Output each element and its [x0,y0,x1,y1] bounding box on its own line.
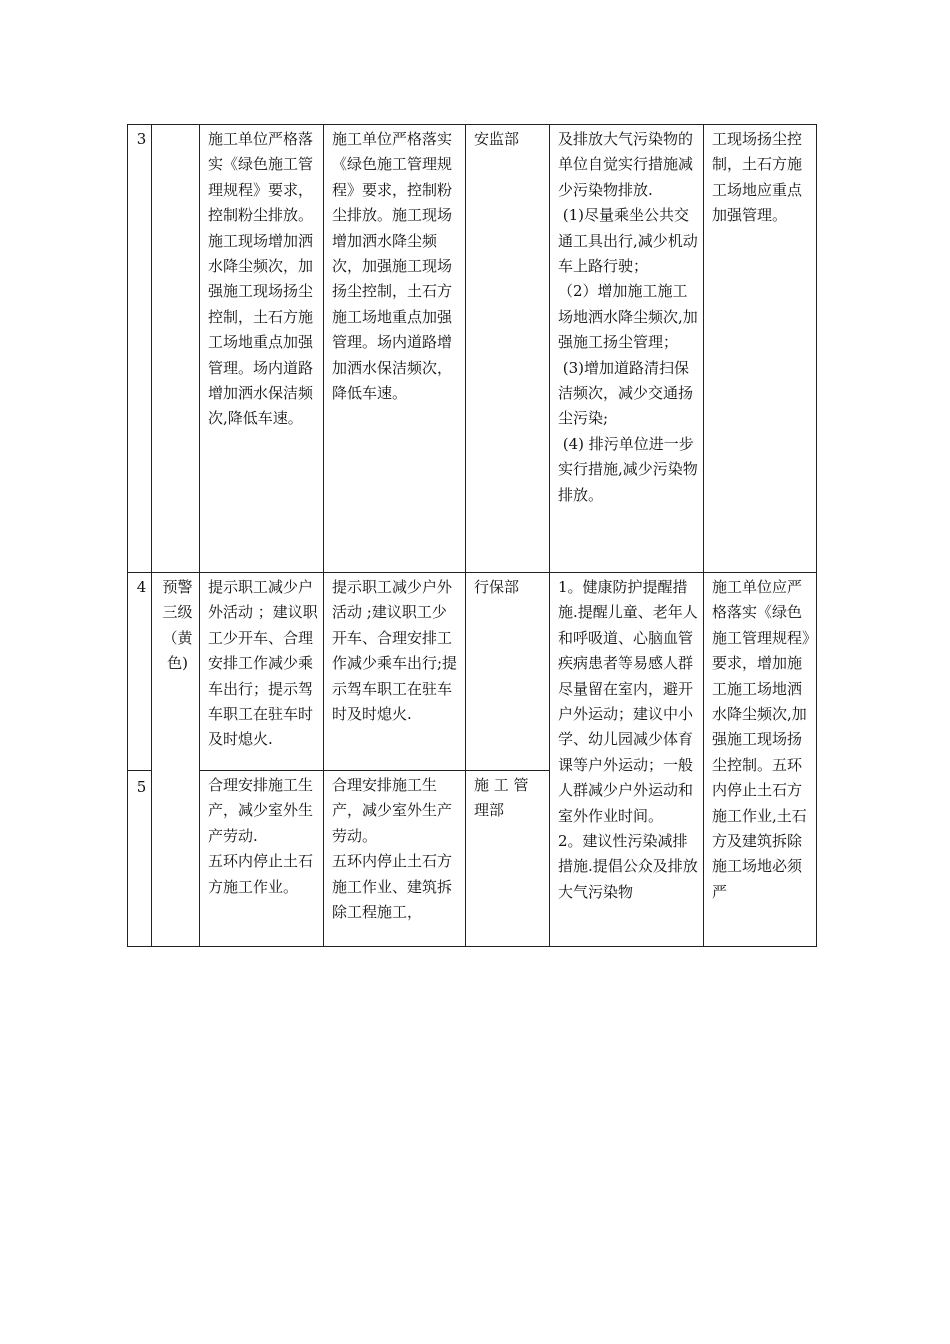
measure-cell: 提示职工减少户外活动 ;建议职工少开车、合理安排工作减少乘车出行;提示驾车职工在驻车时及时熄火. [324,573,466,771]
department-cell: 施 工 管 理部 [466,771,550,947]
department-cell: 行保部 [466,573,550,771]
measure-cell: 施工单位严格落实《绿色施工管理规程》要求，控制粉尘排放。施工现场增加洒水降尘频次，加强施工现场扬尘控制，土石方施工场地重点加强管理。场内道路增加洒水保洁频次,降低车速。 [200,125,324,573]
public-measure-cell: 1。健康防护提醒措施.提醒儿童、老年人和呼吸道、心脑血管疾病患者等易感人群尽量留在室内，避开户外运动；建议中小学、幼儿园减少体育课等户外运动；一般人群减少户外运动和室外作业时间。 2。建议性污染减排措施.提倡公众及排放大气污染物 [550,573,704,947]
row-number: 5 [128,771,152,947]
public-measure-cell: 及排放大气污染物的单位自觉实行措施减少污染物排放. (1)尽量乘坐公共交通工具出行,减少机动车上路行驶； （2）增加施工施工场地洒水降尘频次,加强施工扬尘管理； (3)增加道路清扫保洁频次，减少交通扬尘污染; (4) 排污单位进一步实行措施,减少污染物排放。 [550,125,704,573]
warning-level-cell: 预警三级（黄色) [152,573,200,947]
measure-cell: 提示职工减少户外活动 ；建议职工少开车、合理安排工作减少乘车出行；提示驾车职工在驻车时及时熄火. [200,573,324,771]
row-number: 4 [128,573,152,771]
warning-level-cell [152,125,200,573]
measure-cell: 合理安排施工生产，减少室外生产劳动。 五环内停止土石方施工作业、建筑拆除工程施工， [324,771,466,947]
table-row [128,125,817,573]
measure-cell: 合理安排施工生产，减少室外生产劳动. 五环内停止土石方施工作业。 [200,771,324,947]
row-number: 3 [128,125,152,573]
department-cell: 安监部 [466,125,550,573]
measures-table [127,124,817,947]
measure-cell: 施工单位严格落实《绿色施工管理规程》要求，控制粉尘排放。施工现场增加洒水降尘频次，加强施工现场扬尘控制，土石方施工场地重点加强管理。场内道路增加洒水保洁频次，降低车速。 [324,125,466,573]
construction-measure-cell: 施工单位应严格落实《绿色施工管理规程》要求，增加施工施工场地洒水降尘频次,加强施工现场扬尘控制。五环内停止土石方施工作业,土石方及建筑拆除施工场地必须严 [704,573,817,947]
table-row [128,573,817,771]
construction-measure-cell: 工现场扬尘控制，土石方施工场地应重点加强管理。 [704,125,817,573]
